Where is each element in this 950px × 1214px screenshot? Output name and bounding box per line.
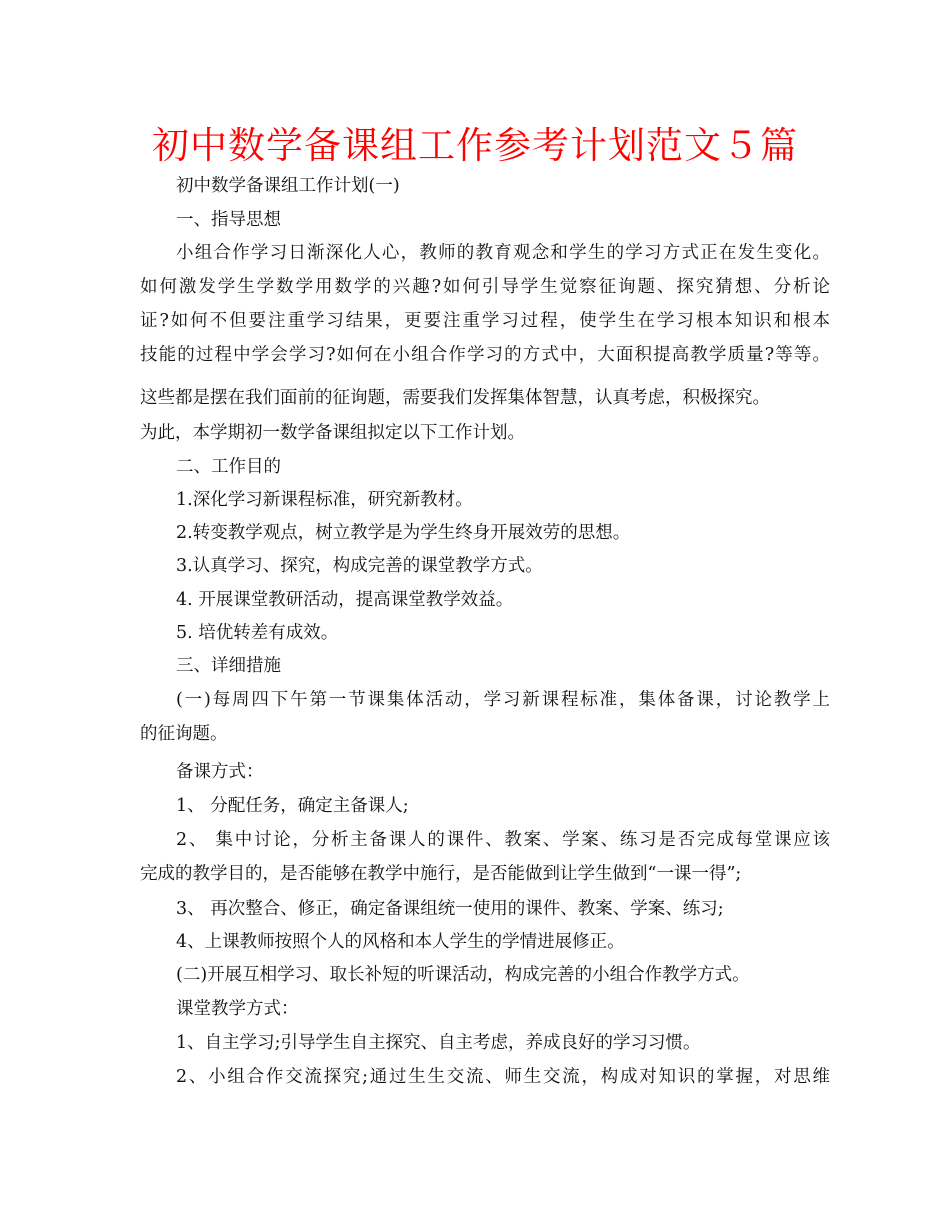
list-item: 5. 培优转差有成效。 (176, 623, 339, 643)
section-heading-1: 一、指导思想 (176, 210, 281, 230)
list-item: 1、 分配任务，确定主备课人; (176, 796, 409, 816)
list-item: 1.深化学习新课程标准，研究新教材。 (176, 490, 473, 510)
list-item: 2.转变教学观点，树立教学是为学生终身开展效劳的思想。 (176, 523, 631, 543)
section-heading-3: 三、详细措施 (176, 656, 281, 676)
section-heading-2: 二、工作目的 (176, 457, 281, 477)
subheading: 课堂教学方式： (176, 999, 299, 1019)
document-title: 初中数学备课组工作参考计划范文５篇 (152, 124, 798, 167)
paragraph-line: 技能的过程中学会学习?如何在小组合作学习的方式中，大面积提高教学质量?等等。 (140, 345, 830, 365)
paragraph-line: 完成的教学目的，是否能够在教学中施行，是否能做到让学生做到“一课一得”; (140, 864, 742, 884)
paragraph-line: 如何激发学生学数学用数学的兴趣?如何引导学生觉察征询题、探究猜想、分析论 (140, 277, 830, 297)
section-subtitle: 初中数学备课组工作计划(一) (176, 176, 400, 196)
list-item: 3.认真学习、探究，构成完善的课堂教学方式。 (176, 556, 543, 576)
paragraph-line: 小组合作学习日渐深化人心，教师的教育观念和学生的学习方式正在发生变化。 (176, 243, 830, 263)
list-item: 2、小组合作交流探究;通过生生交流、师生交流，构成对知识的掌握，对思维 (176, 1067, 830, 1087)
paragraph-line: (二)开展互相学习、取长补短的听课活动，构成完善的小组合作教学方式。 (176, 965, 750, 985)
list-item: 3、 再次整合、修正，确定备课组统一使用的课件、教案、学案、练习; (176, 899, 724, 919)
paragraph-line: 证?如何不但要注重学习结果，更要注重学习过程，使学生在学习根本知识和根本 (140, 311, 830, 331)
paragraph-line: (一)每周四下午第一节课集体活动，学习新课程标准，集体备课，讨论教学上 (176, 690, 830, 710)
list-item: 4、上课教师按照个人的风格和本人学生的学情进展修正。 (176, 932, 625, 952)
list-item: 1、自主学习;引导学生自主探究、自主考虑，养成良好的学习习惯。 (176, 1033, 701, 1053)
paragraph-line: 的征询题。 (140, 724, 228, 744)
paragraph-line: 为此，本学期初一数学备课组拟定以下工作计划。 (140, 423, 525, 443)
list-item: 4. 开展课堂教研活动，提高课堂教学效益。 (176, 590, 514, 610)
paragraph-line: 这些都是摆在我们面前的征询题，需要我们发挥集体智慧，认真考虑，积极探究。 (140, 388, 770, 408)
subheading: 备课方式： (176, 762, 264, 782)
list-item: 2、 集中讨论，分析主备课人的课件、教案、学案、练习是否完成每堂课应该 (176, 830, 830, 850)
